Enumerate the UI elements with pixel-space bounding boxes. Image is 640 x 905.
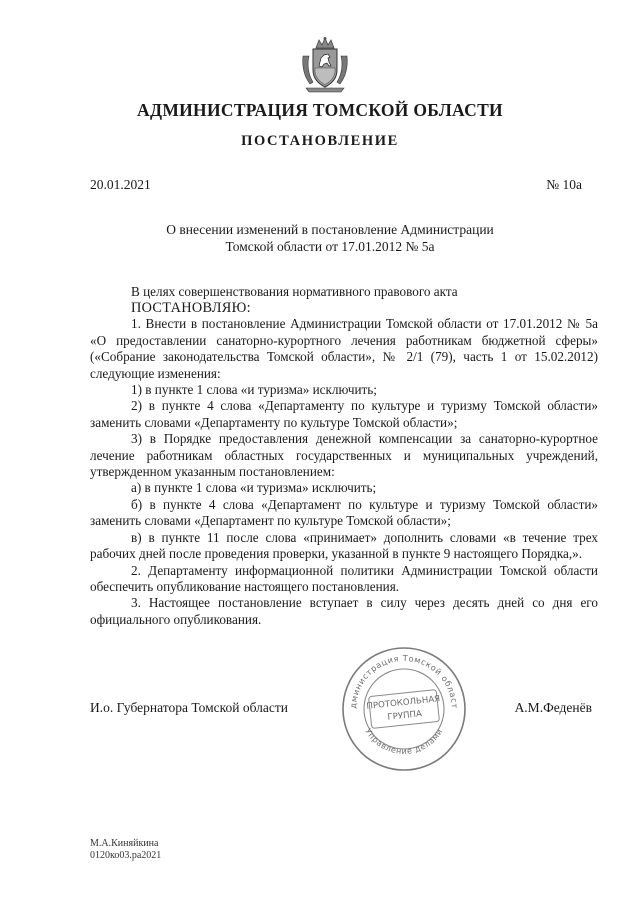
document-type-title: ПОСТАНОВЛЕНИЕ	[241, 133, 399, 149]
coat-of-arms-emblem	[300, 36, 350, 94]
paragraph-1-sub-3a: а) в пункте 1 слова «и туризма» исключить;	[131, 480, 377, 496]
paragraph-1-sub-2: 2) в пункте 4 слова «Департаменту по культуре и туризму Томской области» заменить словами «Департаменту по культуре Томской области»;	[90, 398, 598, 430]
footer-code: 0120ко03.ра2021	[90, 850, 162, 861]
document-number: № 10а	[546, 177, 582, 192]
organization-title: АДМИНИСТРАЦИЯ ТОМСКОЙ ОБЛАСТИ	[137, 100, 503, 120]
paragraph-1-sub-1: 1) в пункте 1 слова «и туризма» исключить;	[131, 382, 377, 398]
subject-line-1: О внесении изменений в постановление Администрации	[166, 222, 494, 237]
subject-line-2: Томской области от 17.01.2012 № 5а	[225, 239, 435, 254]
signatory-name: А.М.Феденёв	[514, 700, 592, 715]
stamp-bottom-text: Управление делами	[363, 726, 445, 756]
document-body	[90, 284, 598, 628]
document-subject	[140, 221, 520, 255]
paragraph-2: 2. Департаменту информационной политики Администрации Томской области обеспечить опубликование настоящего постановления.	[90, 562, 598, 594]
paragraph-3: 3. Настоящее постановление вступает в силу через десять дней со дня его официального опубликования.	[90, 595, 598, 627]
document-date: 20.01.2021	[90, 177, 151, 192]
footer-author: М.А.Киняйкина	[90, 838, 159, 849]
stamp-line-1: ПРОТОКОЛЬНАЯ	[366, 694, 441, 712]
stamp-outer-text: дминистрация Томской област	[347, 652, 461, 710]
paragraph-1: 1. Внести в постановление Администрации Томской области от 17.01.2012 № 5а «О предоставлении санаторно-курортного лечения работникам бюджетной сферы» («Собрание законодательства Томской области», № 2/1 (79), часть 1 от 15.02.2012) следующие изменения:	[90, 316, 598, 381]
intro-text: В целях совершенствования нормативного правового акта	[131, 284, 458, 299]
paragraph-1-sub-3: 3) в Порядке предоставления денежной компенсации за санаторно-курортное лечение работникам областных государственных и муниципальных учреждений, утвержденном указанным постановлением:	[90, 431, 598, 480]
stamp-line-2: ГРУППА	[387, 709, 423, 723]
footer-info	[90, 838, 161, 862]
decree-word: ПОСТАНОВЛЯЮ:	[131, 300, 251, 317]
svg-text:Управление делами	[363, 727, 444, 756]
signatory-position: И.о. Губернатора Томской области	[90, 700, 288, 715]
protocol-group-stamp	[340, 645, 468, 773]
paragraph-1-sub-3c: в) в пункте 11 после слова «принимает» дополнить словами «в течение трех рабочих дней после проведения проверки, указанной в пункте 9 настоящего Порядка,».	[90, 529, 598, 562]
paragraph-1-sub-3b: б) в пункте 4 слова «Департамент по культуре и туризму Томской области» заменить словами «Департамент по культуре Томской области»;	[90, 496, 598, 529]
